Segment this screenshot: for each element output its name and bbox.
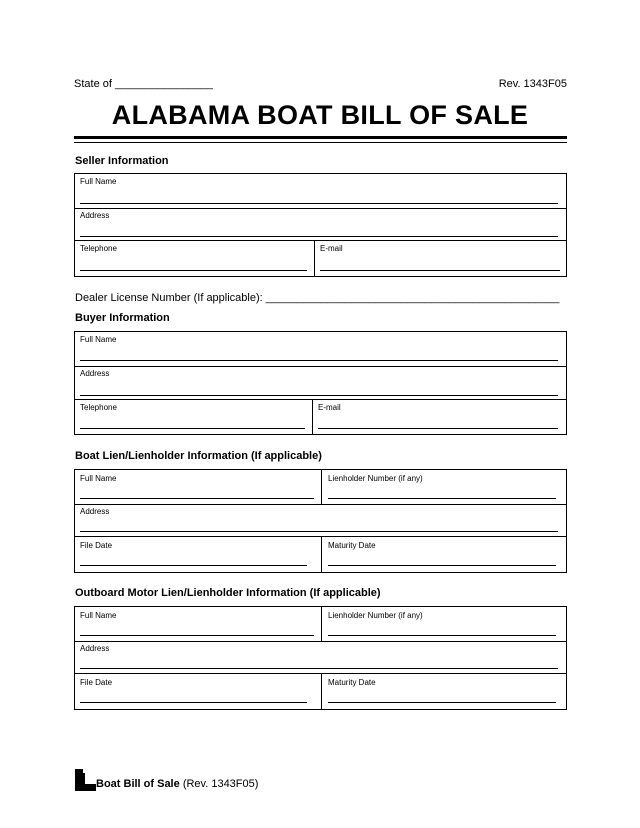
buyer-section-heading: Buyer Information (75, 312, 170, 324)
page-title: ALABAMA BOAT BILL OF SALE (111, 100, 529, 130)
boat-lien-box (74, 469, 567, 573)
buyer-address-label: Address (80, 369, 110, 378)
boat-lien-full-name-field[interactable] (80, 498, 314, 499)
column-divider (321, 607, 322, 641)
state-of-blank[interactable]: ________________ (114, 78, 213, 90)
column-divider (312, 399, 313, 434)
boat-lienholder-number-field[interactable] (328, 498, 556, 499)
seller-email-label: E-mail (320, 244, 343, 253)
seller-address-field[interactable] (80, 236, 558, 237)
title-rule-thin (74, 142, 567, 143)
row-divider (75, 399, 566, 400)
column-divider (314, 240, 315, 276)
seller-full-name-field[interactable] (80, 203, 558, 204)
buyer-full-name-field[interactable] (80, 360, 558, 361)
state-of-field (74, 78, 213, 90)
motor-lien-address-field[interactable] (80, 668, 558, 669)
boat-lien-address-field[interactable] (80, 531, 558, 532)
boat-lienholder-number-label: Lienholder Number (if any) (328, 474, 423, 483)
seller-section-heading: Seller Information (75, 155, 169, 167)
column-divider (321, 470, 322, 504)
row-divider (75, 240, 566, 241)
motor-lienholder-number-label: Lienholder Number (if any) (328, 611, 423, 620)
boat-lien-address-label: Address (80, 507, 110, 516)
buyer-email-field[interactable] (318, 428, 558, 429)
boat-lien-section-heading: Boat Lien/Lienholder Information (If applicable) (75, 450, 322, 462)
row-divider (75, 208, 566, 209)
seller-info-box (74, 173, 567, 277)
column-divider (321, 673, 322, 709)
footer-doc-name: Boat Bill of Sale (96, 778, 180, 790)
boat-lien-file-date-label: File Date (80, 541, 113, 550)
brand-logo-icon (75, 769, 96, 791)
row-divider (75, 504, 566, 505)
motor-lien-full-name-label: Full Name (80, 611, 117, 620)
footer-revision: (Rev. 1343F05) (182, 778, 259, 790)
boat-lien-maturity-date-label: Maturity Date (328, 541, 376, 550)
seller-address-label: Address (80, 211, 110, 220)
dealer-license-blank[interactable]: ________________________________________________ (265, 292, 560, 304)
seller-telephone-label: Telephone (80, 244, 117, 253)
buyer-address-field[interactable] (80, 395, 558, 396)
row-divider (75, 366, 566, 367)
boat-lien-full-name-label: Full Name (80, 474, 117, 483)
seller-full-name-label: Full Name (80, 177, 117, 186)
motor-lien-file-date-field[interactable] (80, 702, 307, 703)
dealer-license-label: Dealer License Number (If applicable): (75, 292, 263, 304)
motor-lienholder-number-field[interactable] (328, 635, 556, 636)
motor-lien-section-heading: Outboard Motor Lien/Lienholder Information (If applicable) (75, 587, 381, 599)
motor-lien-box (74, 606, 567, 710)
motor-lien-file-date-label: File Date (80, 678, 113, 687)
boat-lien-maturity-date-field[interactable] (328, 565, 556, 566)
title-rule-thick (74, 136, 567, 139)
motor-lien-address-label: Address (80, 644, 110, 653)
seller-telephone-field[interactable] (80, 270, 307, 271)
motor-lien-maturity-date-field[interactable] (328, 702, 556, 703)
buyer-info-box (74, 331, 567, 435)
boat-lien-file-date-field[interactable] (80, 565, 307, 566)
footer-document-name (96, 778, 258, 790)
column-divider (321, 536, 322, 572)
buyer-telephone-label: Telephone (80, 403, 117, 412)
buyer-email-label: E-mail (318, 403, 341, 412)
row-divider (75, 641, 566, 642)
revision-number: Rev. 1343F05 (498, 78, 567, 90)
state-of-label: State of (74, 78, 112, 90)
motor-lien-full-name-field[interactable] (80, 635, 314, 636)
buyer-full-name-label: Full Name (80, 335, 117, 344)
buyer-telephone-field[interactable] (80, 428, 305, 429)
motor-lien-maturity-date-label: Maturity Date (328, 678, 376, 687)
seller-email-field[interactable] (320, 270, 560, 271)
dealer-license-field (75, 292, 559, 304)
